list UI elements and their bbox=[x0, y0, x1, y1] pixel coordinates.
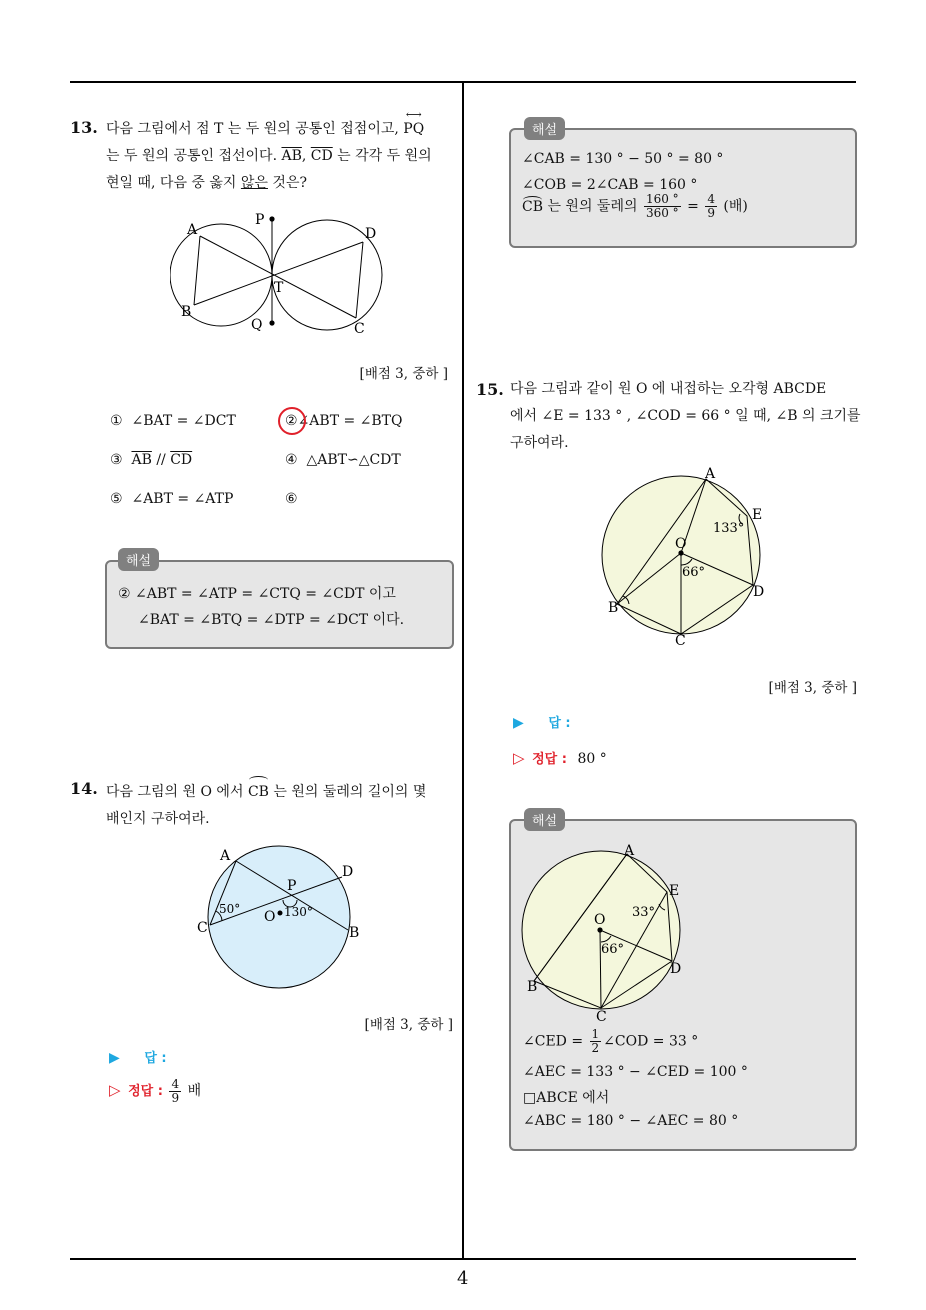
q15-figure bbox=[595, 462, 775, 652]
q15-expl-angle-66: 66° bbox=[601, 942, 625, 957]
q13-label-p: P bbox=[255, 212, 265, 228]
q15-expl-label-c: C bbox=[596, 1009, 607, 1025]
q15-text-line2: 에서 ∠E = 133 ° , ∠COD = 66 ° 일 때, ∠B 의 크기를 bbox=[510, 408, 861, 424]
q15-expl-angle-33: 33° bbox=[632, 905, 656, 920]
q13-score: [배점 3, 중하 ] bbox=[359, 366, 448, 382]
q14-score: [배점 3, 중하 ] bbox=[364, 1017, 453, 1033]
q13-seg-cd: $\overline{CD}$ bbox=[310, 148, 333, 164]
q14-explanation-line2: ∠COB = 2∠CAB = 160 ° bbox=[522, 177, 698, 193]
q14-figure bbox=[194, 842, 369, 992]
q14-center-o bbox=[278, 911, 283, 916]
q14-explanation-tag: 해설 bbox=[524, 117, 565, 140]
q13-choice-5[interactable]: ⑤ ∠ABT = ∠ATP bbox=[110, 491, 234, 507]
page-number: 4 bbox=[457, 1268, 469, 1289]
q13-choice-6[interactable]: ⑥ bbox=[285, 491, 298, 507]
q15-explanation-figure bbox=[515, 840, 695, 1025]
q15-expl-label-a: A bbox=[624, 843, 635, 859]
q13-seg-ab: $\overline{AB}$ bbox=[281, 148, 302, 164]
q15-label-d: D bbox=[753, 584, 765, 600]
play-outline-icon: ▷ bbox=[109, 1081, 121, 1099]
q13-chord-cd bbox=[356, 242, 363, 318]
q13-choice-2[interactable]: ②∠ABT = ∠BTQ bbox=[285, 413, 403, 429]
q14-number: 14. bbox=[70, 779, 98, 798]
q13-explanation-tag: 해설 bbox=[118, 548, 159, 571]
q14-answer-row: ▶ 답 : bbox=[109, 1050, 167, 1066]
q15-label-o: O bbox=[675, 536, 687, 552]
q15-explain-half-fraction: $\frac{1}{2}$ bbox=[591, 1027, 600, 1055]
q14-explain-arc: CB bbox=[522, 199, 543, 215]
q15-expl-label-e: E bbox=[669, 883, 680, 899]
q14-label-a: A bbox=[220, 848, 231, 864]
q14-explain-fraction2: $\frac{4}{9}$ bbox=[707, 192, 715, 220]
q13-explanation-line2: ∠BAT = ∠BTQ = ∠DTP = ∠DCT 이다. bbox=[138, 612, 405, 628]
q15-number: 15. bbox=[476, 380, 504, 399]
q13-question-text: 다음 그림에서 점 T 는 두 원의 공통인 접점이고, ⟷ PQ 는 두 원의 공통인 접선이다. $\overline{AB}$, $\overline{CD}$ 는 각각 두 원의 현일 때, 다음 중 옳지 않은 것은? bbox=[106, 108, 432, 191]
q13-label-d: D bbox=[365, 226, 377, 242]
q13-explanation-line1: ② ∠ABT = ∠ATP = ∠CTQ = ∠CDT 이고 bbox=[118, 586, 396, 602]
q13-text-line2b: 는 각각 두 원의 bbox=[337, 148, 432, 164]
q13-explanation-box bbox=[105, 560, 454, 649]
q15-explanation-line3: □ABCE 에서 bbox=[523, 1090, 610, 1106]
q15-label-e: E bbox=[752, 507, 763, 523]
q14-label-d: D bbox=[342, 864, 354, 880]
q15-expl-label-b: B bbox=[527, 979, 538, 995]
q15-expl-center-o bbox=[597, 927, 602, 932]
q13-label-c: C bbox=[354, 321, 365, 337]
q14-label-o: O bbox=[264, 909, 276, 925]
q14-text-line2: 배인지 구하여라. bbox=[106, 811, 210, 827]
column-divider bbox=[462, 82, 464, 1260]
q15-explanation-line2: ∠AEC = 133 ° − ∠CED = 100 ° bbox=[523, 1064, 748, 1080]
q15-score: [배점 3, 중하 ] bbox=[768, 680, 857, 696]
q15-explanation-line4: ∠ABC = 180 ° − ∠AEC = 80 ° bbox=[523, 1113, 739, 1129]
q13-text-line3b: 것은? bbox=[272, 175, 307, 191]
q13-text-line3a: 현일 때, 다음 중 옳지 bbox=[106, 175, 237, 191]
q15-angle-133: 133° bbox=[713, 521, 745, 536]
q14-label-p: P bbox=[287, 878, 297, 894]
q14-circle bbox=[208, 846, 350, 988]
q15-answer-row: ▶ 답 : bbox=[513, 715, 571, 731]
q15-question-text bbox=[510, 376, 870, 457]
q13-choice-4[interactable]: ④ △ABT∽△CDT bbox=[285, 452, 401, 468]
q13-text-line3-underlined: 않은 bbox=[240, 175, 268, 191]
q14-correct-fraction: $\frac{4}{9}$ bbox=[171, 1077, 180, 1105]
q15-expl-label-d: D bbox=[670, 961, 682, 977]
q13-label-b: B bbox=[181, 304, 192, 320]
q15-label-a: A bbox=[705, 466, 716, 482]
q13-label-a: A bbox=[187, 222, 198, 238]
q13-choice-1[interactable]: ① ∠BAT = ∠DCT bbox=[110, 413, 236, 429]
q15-correct-row: ▷ 정답 : 80 ° bbox=[513, 749, 607, 767]
q14-label-c: C bbox=[197, 920, 208, 936]
q13-number: 13. bbox=[70, 118, 98, 137]
q14-text-line1b: 는 원의 둘레의 길이의 몇 bbox=[273, 784, 427, 800]
q13-answer-circle-mark bbox=[278, 407, 306, 435]
q13-text-line1: 다음 그림에서 점 T 는 두 원의 공통인 접점이고, bbox=[106, 121, 399, 137]
q13-point-q bbox=[269, 320, 274, 325]
q13-figure bbox=[170, 205, 395, 340]
q13-choice-3[interactable]: ③ $\overline{AB} // \overline{CD}$ bbox=[110, 452, 193, 468]
q14-label-b: B bbox=[349, 925, 360, 941]
q13-chord-ab bbox=[194, 236, 200, 305]
q14-angle-130: 130° bbox=[284, 905, 313, 919]
q15-text-line3: 구하여라. bbox=[510, 435, 569, 451]
bottom-rule bbox=[70, 1258, 856, 1260]
q14-text-line1a: 다음 그림의 원 O 에서 bbox=[106, 784, 244, 800]
q14-arc-cb: CB bbox=[248, 779, 269, 806]
q14-angle-50: 50° bbox=[219, 902, 241, 916]
q13-label-q: Q bbox=[251, 317, 263, 333]
q15-text-line1: 다음 그림과 같이 원 O 에 내접하는 오각형 ABCDE bbox=[510, 381, 827, 397]
play-icon: ▶ bbox=[109, 1050, 120, 1066]
play-outline-icon: ▷ bbox=[513, 749, 525, 767]
q14-question-text bbox=[106, 779, 458, 833]
q15-explanation-tag: 해설 bbox=[524, 808, 565, 831]
q14-correct-row: ▷ 정답 : $\frac{4}{9}$ 배 bbox=[109, 1077, 202, 1105]
q13-line-at bbox=[200, 236, 356, 318]
q15-explanation-line1: ∠CED = $\frac{1}{2}$ ∠COD = 33 ° bbox=[523, 1027, 699, 1055]
q13-point-p bbox=[269, 216, 274, 221]
q15-angle-66: 66° bbox=[682, 565, 706, 580]
q14-explanation-line3: CB 는 원의 둘레의 $\frac{160 ^\circ}{360 ^\circ}$ = $\frac{4}{9}$ (배) bbox=[522, 192, 748, 220]
q15-label-b: B bbox=[608, 600, 619, 616]
q13-line-pq: ⟷ PQ bbox=[403, 108, 425, 137]
q13-text-line2a: 는 두 원의 공통인 접선이다. bbox=[106, 148, 278, 164]
play-icon: ▶ bbox=[513, 715, 524, 731]
q14-explanation-line1: ∠CAB = 130 ° − 50 ° = 80 ° bbox=[522, 151, 724, 167]
q15-label-c: C bbox=[675, 633, 686, 649]
q14-explain-fraction1: $\frac{160 ^\circ}{360 ^\circ}$ bbox=[645, 192, 679, 220]
q15-expl-label-o: O bbox=[594, 912, 606, 928]
q13-label-t: T bbox=[274, 280, 284, 296]
